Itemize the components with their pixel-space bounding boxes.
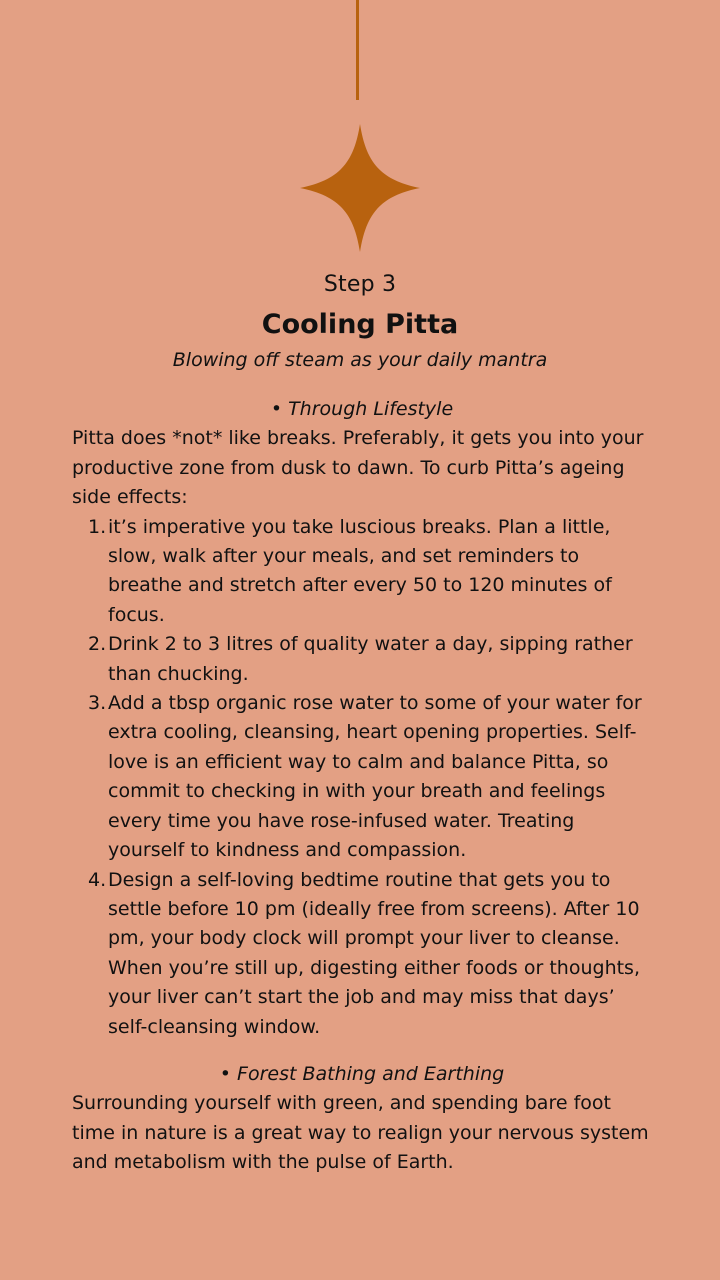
list-item [72,689,652,865]
list-item [72,513,652,631]
page-subtitle: Blowing off steam as your daily mantra [172,349,548,371]
section-heading-lifestyle: • Through Lifestyle [270,398,454,420]
four-point-star-icon [300,124,420,252]
lifestyle-steps-list [72,513,652,1042]
hanging-line-decoration [356,0,359,100]
forest-text: Surrounding yourself with green, and spending bare foot time in nature is a great way to realign your nervous system and metabolism with the pulse of Earth. [72,1092,649,1174]
main-content [72,395,652,1178]
list-item-text: Add a tbsp organic rose water to some of your water for extra cooling, cleansing, heart opening properties. Self-love is an efficient way to calm and balance Pitta, so commit to checking in with your breath and feelings every time you have rose-infused water. Treating yourself to kindness and compassion. [108,692,642,862]
list-item-text: Design a self-loving bedtime routine that gets you to settle before 10 pm (ideally free from screens). After 10 pm, your body clock will prompt your liver to cleanse. When you’re still up, digesting either foods or thoughts, your liver can’t start the job and may miss that days’ self-cleansing window. [108,868,640,1038]
list-item-number: 2. [88,633,107,656]
list-item-text: Drink 2 to 3 litres of quality water a day, sipping rather than chucking. [108,633,633,685]
list-item [72,866,652,1042]
list-item [72,630,652,689]
step-label: Step 3 [323,272,397,297]
list-item-number: 1. [88,515,107,538]
list-item-text: it’s imperative you take luscious breaks. Plan a little, slow, walk after your meals, and set reminders to breathe and stretch after every 50 to 120 minutes of focus. [108,515,612,626]
page-title: Cooling Pitta [261,309,459,340]
section-spacer [72,1042,652,1060]
list-item-number: 4. [88,868,107,891]
section-heading-forest: • Forest Bathing and Earthing [219,1062,505,1085]
lifestyle-intro: Pitta does *not* like breaks. Preferably, it gets you into your productive zone from dusk to dawn. To curb Pitta’s ageing side effects: [72,427,644,509]
list-item-number: 3. [88,692,107,715]
